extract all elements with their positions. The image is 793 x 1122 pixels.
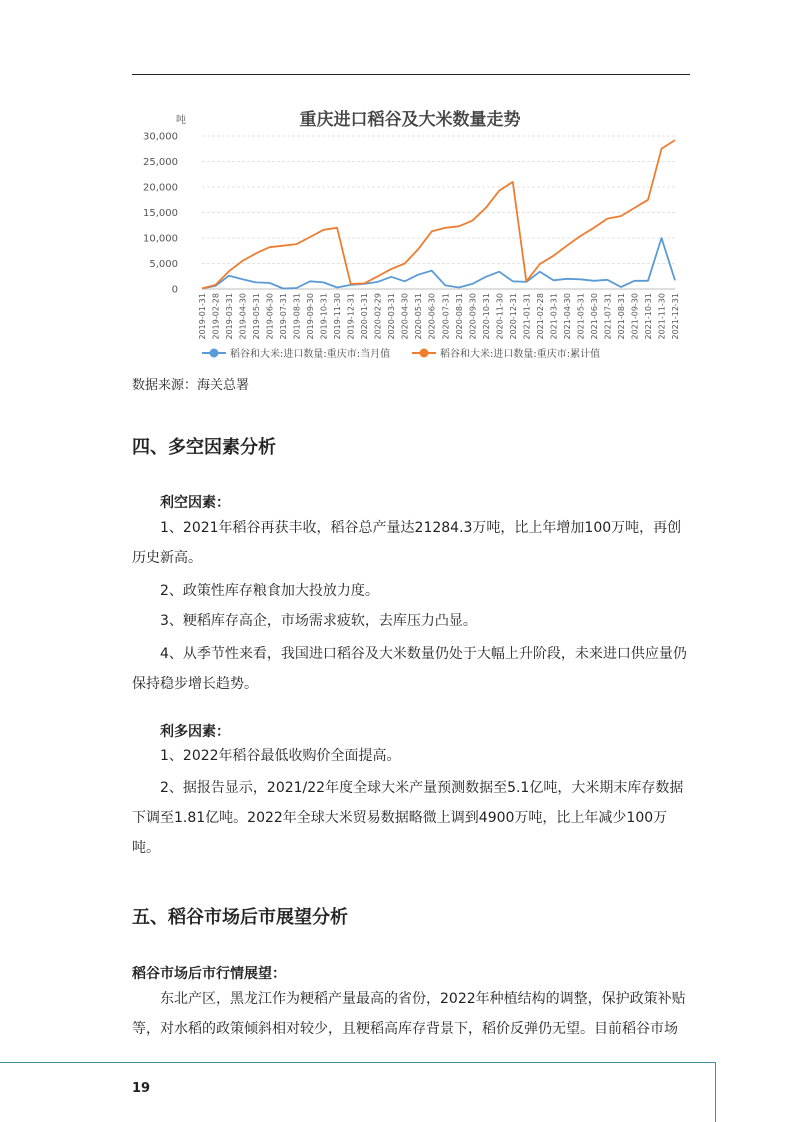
chart-title: 重庆进口稻谷及大米数量走势 <box>299 110 521 130</box>
outlook-paragraph: 东北产区，黑龙江作为粳稻产量最高的省份，2022年种植结构的调整，保护政策补贴等，对水稻的政策倾斜相对较少，且粳稻高库存背景下，稻价反弹仍无望。目前稻谷市场 <box>132 991 686 1037</box>
import-volume-chart <box>130 100 690 370</box>
x-tick-label: 2020-06-30 <box>427 293 437 340</box>
legend-item-monthly <box>202 347 390 360</box>
bullish-item-2: 2、据报告显示，2021/22年度全球大米产量预测数据至5.1亿吨，大米期末库存数据下调至1.81亿吨。2022年全球大米贸易数据略微上调到4900万吨，比上年减少100万吨。 <box>132 780 684 856</box>
x-tick-label: 2019-01-31 <box>198 293 207 340</box>
y-tick-label: 30,000 <box>143 131 178 143</box>
x-tick-label: 2021-11-30 <box>657 293 667 340</box>
x-tick-label: 2019-05-31 <box>252 293 262 340</box>
x-tick-label: 2021-01-31 <box>522 293 532 340</box>
legend-label-cumulative: 稻谷和大米:进口数量:重庆市:累计值 <box>440 349 601 360</box>
footer-rule <box>0 1062 716 1063</box>
legend-item-cumulative <box>412 347 600 360</box>
x-tick-label: 2021-03-31 <box>549 293 559 340</box>
y-tick-label: 20,000 <box>143 182 178 194</box>
x-tick-label: 2020-05-31 <box>414 293 424 340</box>
x-tick-label: 2019-08-31 <box>292 293 302 340</box>
x-tick-label: 2020-11-30 <box>495 293 505 340</box>
x-tick-label: 2021-09-30 <box>630 293 640 340</box>
y-tick-labels <box>143 132 178 296</box>
x-tick-label: 2019-09-30 <box>306 293 316 340</box>
legend <box>202 347 600 360</box>
x-tick-label: 2021-04-30 <box>562 293 572 340</box>
x-tick-label: 2020-08-31 <box>454 293 464 340</box>
bearish-item-4: 4、从季节性来看，我国进口稻谷及大米数量仍处于大幅上升阶段，未来进口供应量仍保持稳步增长趋势。 <box>132 646 687 692</box>
series-line-2 <box>202 140 675 288</box>
data-source-note: 数据来源：海关总署 <box>132 378 250 393</box>
legend-label-monthly: 稻谷和大米:进口数量:重庆市:当月值 <box>230 349 391 360</box>
header-rule <box>132 74 690 75</box>
y-tick-label: 15,000 <box>143 208 178 219</box>
section-4-heading: 四、多空因素分析 <box>132 437 276 458</box>
x-tick-label: 2019-06-30 <box>265 293 275 340</box>
bearish-item-1: 1、2021年稻谷再获丰收，稻谷总产量达21284.3万吨，比上年增加100万吨，再创历史新高。 <box>132 520 682 566</box>
x-tick-label: 2020-04-30 <box>400 293 410 340</box>
x-tick-label: 2019-02-28 <box>211 293 221 340</box>
bearish-item-3: 3、粳稻库存高企，市场需求疲软，去库压力凸显。 <box>160 613 477 629</box>
bullish-title: 利多因素： <box>160 724 230 740</box>
y-tick-label: 25,000 <box>143 157 178 168</box>
bullish-item-1: 1、2022年稻谷最低收购价全面提高。 <box>160 748 401 764</box>
x-tick-label: 2019-11-30 <box>333 293 343 340</box>
x-tick-label: 2021-12-31 <box>671 293 680 340</box>
x-tick-label: 2020-03-31 <box>387 293 397 340</box>
x-tick-label: 2020-07-31 <box>441 293 451 340</box>
bearish-item-2: 2、政策性库存粮食加大投放力度。 <box>160 583 379 599</box>
footer-rule-vertical <box>715 1062 716 1122</box>
x-tick-label: 2021-07-31 <box>603 293 613 340</box>
x-tick-label: 2021-05-31 <box>576 293 586 340</box>
x-tick-label: 2020-09-30 <box>468 293 478 340</box>
bearish-title: 利空因素： <box>160 495 230 511</box>
x-tick-label: 2020-12-31 <box>508 293 518 340</box>
x-tick-labels <box>198 293 680 340</box>
x-tick-label: 2021-08-31 <box>616 293 626 340</box>
y-tick-label: 10,000 <box>143 233 178 245</box>
x-tick-label: 2021-02-28 <box>535 293 545 340</box>
outlook-subheading: 稻谷市场后市行情展望： <box>132 966 286 982</box>
series-lines <box>202 140 675 288</box>
x-tick-label: 2019-10-31 <box>319 293 329 340</box>
x-tick-label: 2019-07-31 <box>279 293 289 340</box>
page-number: 19 <box>132 1081 151 1096</box>
section-5-heading: 五、稻谷市场后市展望分析 <box>132 907 348 928</box>
x-tick-label: 2020-02-29 <box>373 293 383 340</box>
x-tick-label: 2019-04-30 <box>238 293 248 340</box>
grid-lines <box>202 136 675 289</box>
y-tick-label: 0 <box>171 284 178 296</box>
x-tick-label: 2021-10-31 <box>643 293 653 340</box>
x-tick-label: 2020-10-31 <box>481 293 491 340</box>
y-tick-label: 5,000 <box>149 259 178 270</box>
x-tick-label: 2020-01-31 <box>360 293 370 340</box>
x-tick-label: 2019-12-31 <box>346 293 356 340</box>
x-tick-label: 2019-03-31 <box>225 293 235 340</box>
y-axis-unit: 吨 <box>176 115 186 126</box>
x-tick-label: 2021-06-30 <box>589 293 599 340</box>
